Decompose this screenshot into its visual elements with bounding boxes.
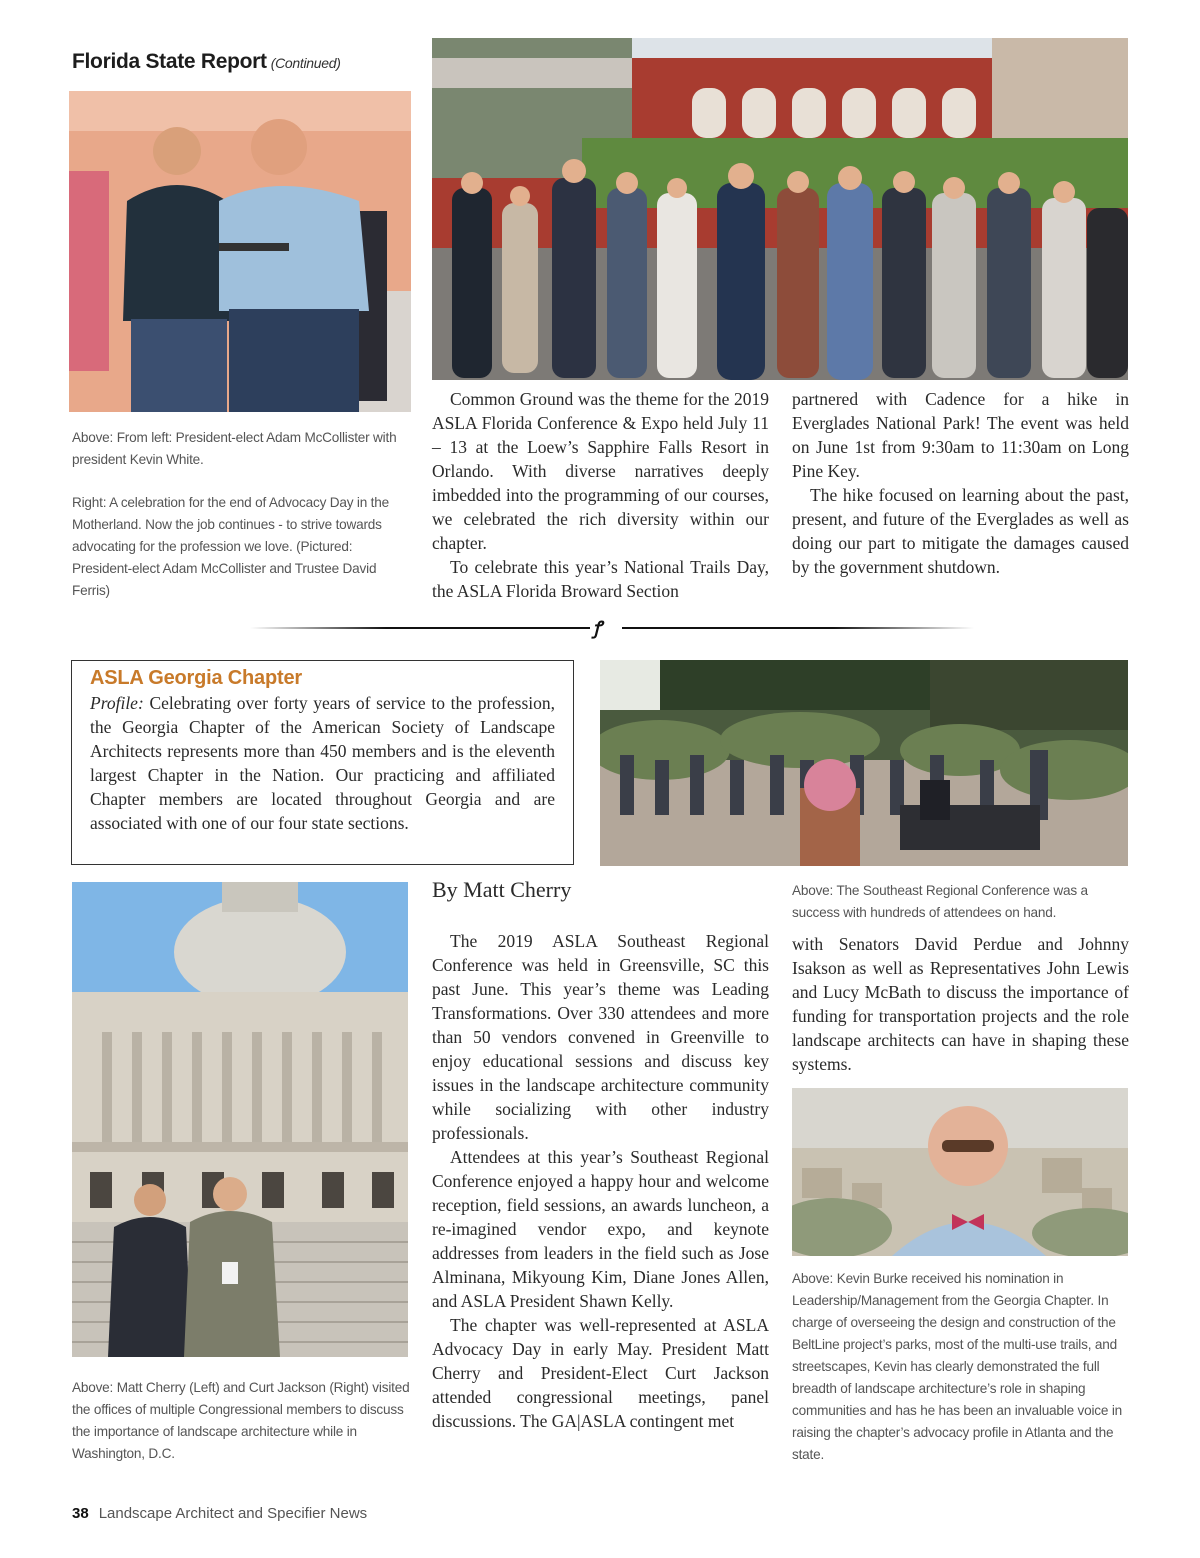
profile-body: Celebrating over forty years of service to the profession, the Georgia Chapter of the American Society of Landscape Architects represents more than 450 members and is the eleventh largest Chapter in the Nation. Our practicing and affiliated Chapter members are located throughout Georgia and are associated with one of our four state sections. (90, 693, 555, 833)
florida-article-column-2 (792, 387, 1129, 579)
section-title: Florida State Report (72, 50, 267, 73)
divider-line-left (250, 627, 590, 629)
georgia-article-column-2 (792, 932, 1129, 1076)
caption-advocacy-day: Right: A celebration for the end of Advocacy Day in the Motherland. Now the job continues - to strive towards advocating for the profession we love. (Pictured: President-elect Adam McCollister and Trustee David Ferris) (72, 495, 389, 598)
florida-article-column-1 (432, 387, 769, 603)
divider-line-right (622, 627, 974, 629)
photo-southeast-conference (600, 660, 1128, 866)
georgia-profile-box (71, 660, 574, 865)
paragraph: The hike focused on learning about the past, present, and future of the Everglades as well as doing our part to mitigate the damages caused by the government shutdown. (792, 485, 1129, 577)
page-footer (72, 1505, 367, 1522)
caption-president-handoff: Above: From left: President-elect Adam McCollister with president Kevin White. (72, 430, 397, 467)
publication-name: Landscape Architect and Specifier News (98, 1505, 368, 1522)
caption-kevin-burke: Above: Kevin Burke received his nomination in Leadership/Management from the Georgia Chapter. In charge of overseeing the design and construction of the BeltLine project’s parks, most of the multi-use trails, and streetscapes, Kevin has clearly demonstrated the full breadth of landscape architecture’s role in shaping communities and has he has been an invaluable voice in raising the chapter’s advocacy profile in Atlanta and the state. (792, 1271, 1123, 1462)
photo-president-handoff (69, 91, 411, 412)
paragraph: To celebrate this year’s National Trails Day, the ASLA Florida Broward Section (432, 557, 769, 601)
paragraph: The 2019 ASLA Southeast Regional Conference was held in Greensville, SC this past June. This year’s theme was Leading Transformations. Over 330 attendees and more than 50 vendors convened in Greenville to enjoy educational sessions and discuss key issues in the landscape architecture community while socializing with other industry professionals. (432, 931, 769, 1143)
section-header (72, 50, 341, 74)
paragraph: The chapter was well-represented at ASLA Advocacy Day in early May. President Matt Cherry and President-Elect Curt Jackson attended congressional meetings, panel discussions. The GA|ASLA contingent met (432, 1315, 769, 1431)
georgia-chapter-title: ASLA Georgia Chapter (90, 667, 302, 689)
photo-florida-conference-reception (432, 38, 1128, 380)
photo-kevin-burke (792, 1088, 1128, 1256)
profile-label: Profile: (90, 693, 144, 713)
paragraph: Common Ground was the theme for the 2019 ASLA Florida Conference & Expo held July 11 – 13 at the Loew’s Sapphire Falls Resort in Orlando. With diverse narratives deeply imbedded into the programming of our courses, we celebrated the rich diversity within our chapter. (432, 389, 769, 553)
continued-label: (Continued) (270, 55, 341, 71)
georgia-article-column-1 (432, 929, 769, 1433)
paragraph: Attendees at this year’s Southeast Regional Conference enjoyed a happy hour and welcome reception, field sessions, an awards luncheon, a re-imagined vendor expo, and keynote addresses from leaders in the field such as Jose Alminana, Mikyoung Kim, Diane Jones Allen, and ASLA President Shawn Kelly. (432, 1147, 769, 1311)
paragraph: with Senators David Perdue and Johnny Isakson as well as Representatives John Lewis and Lucy McBath to discuss the importance of funding for transportation projects and the role landscape architects can have in shaping these systems. (792, 934, 1129, 1074)
section-divider (250, 618, 974, 639)
ornament-icon: ꝭ (593, 618, 602, 639)
paragraph: partnered with Cadence for a hike in Everglades National Park! The event was held on June 1st from 9:30am to 11:30am on Long Pine Key. (792, 389, 1129, 481)
article-byline: By Matt Cherry (432, 877, 572, 902)
page-number: 38 (72, 1505, 89, 1522)
photo-capitol-visit (72, 882, 408, 1357)
caption-southeast-conference: Above: The Southeast Regional Conference was a success with hundreds of attendees on hand. (792, 883, 1088, 920)
caption-capitol-visit: Above: Matt Cherry (Left) and Curt Jackson (Right) visited the offices of multiple Congressional members to discuss the importance of landscape architecture while in Washington, D.C. (72, 1380, 410, 1461)
georgia-profile-text (90, 691, 555, 835)
